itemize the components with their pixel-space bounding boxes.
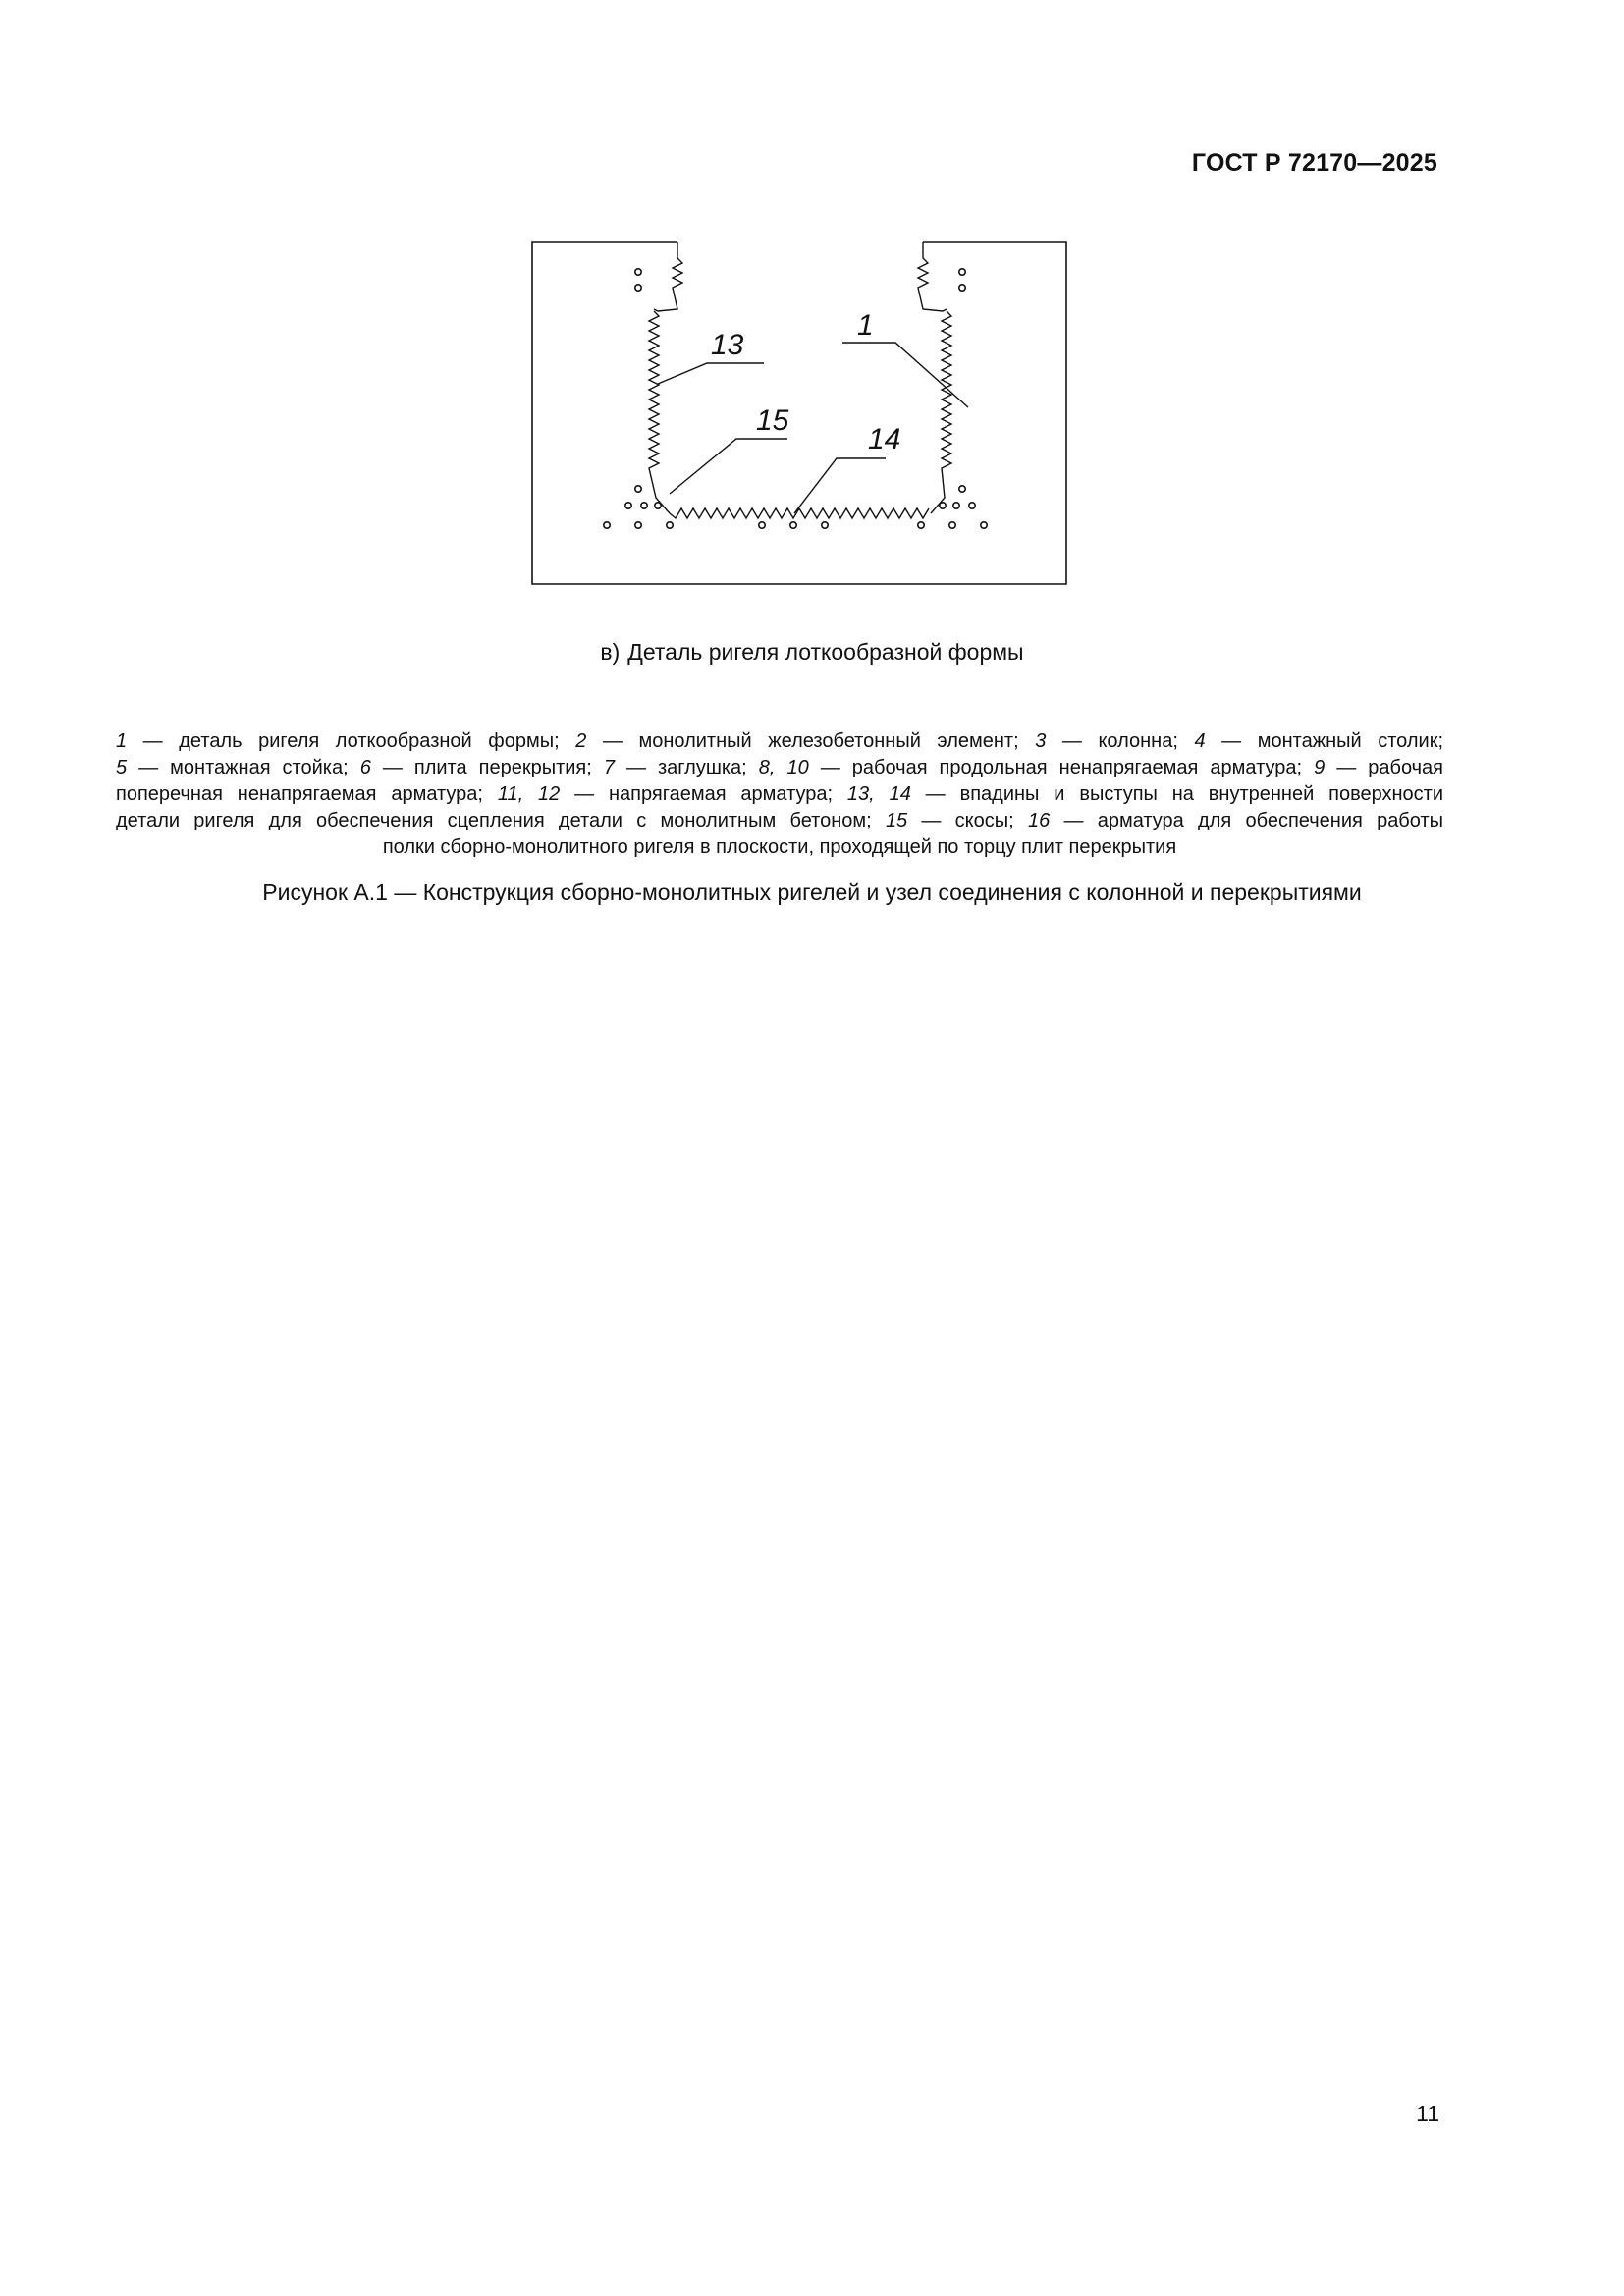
legend-text: детали ригеля для обеспечения сцепления детали с монолитным бетоном; xyxy=(116,810,886,831)
rebar-dot xyxy=(969,503,975,508)
legend-number: 5 xyxy=(116,757,128,778)
rebar-dot xyxy=(949,522,955,528)
rebar-dot xyxy=(959,269,965,275)
callout-1-leader xyxy=(842,343,968,407)
rebar-dot xyxy=(953,503,959,508)
rebar-dot xyxy=(604,522,610,528)
callout-1: 1 xyxy=(857,309,874,342)
callout-15-leader xyxy=(670,439,787,494)
legend-line xyxy=(116,755,1443,781)
rebar-dot xyxy=(822,522,828,528)
bottom-ridges xyxy=(670,508,929,518)
callout-14-leader xyxy=(794,458,886,513)
rebar-dot xyxy=(959,486,965,492)
rebar-dot xyxy=(918,522,924,528)
legend-text: — напрягаемая арматура; xyxy=(560,783,847,805)
right-wall-ridges xyxy=(931,311,951,513)
rebar-dot xyxy=(667,522,673,528)
callout-15: 15 xyxy=(756,404,789,437)
legend-text: — рабочая продольная ненапрягаемая арматура; xyxy=(808,757,1315,778)
beam-detail-drawing xyxy=(530,240,1070,589)
left-wall-ridges xyxy=(649,311,670,513)
callout-13-leader xyxy=(658,363,764,384)
legend-text: — монтажная стойка; xyxy=(127,757,360,778)
callout-14: 14 xyxy=(868,423,901,455)
legend-number: 6 xyxy=(359,757,371,778)
subfigure-caption xyxy=(0,639,1624,666)
rebar-dot xyxy=(759,522,765,528)
legend-text: — заглушка; xyxy=(614,757,759,778)
legend-number: 1 xyxy=(116,730,128,752)
legend-text: — деталь ригеля лоткообразной формы; xyxy=(127,730,576,752)
legend-number: 15 xyxy=(885,810,908,831)
upper-right-notch xyxy=(918,242,947,311)
subfigure-title: Деталь ригеля лоткообразной формы xyxy=(627,639,1024,665)
legend-line xyxy=(116,781,1443,808)
legend-line xyxy=(116,808,1443,834)
legend-text: — рабочая xyxy=(1325,757,1443,778)
legend-number: 9 xyxy=(1314,757,1326,778)
legend-text: — монолитный железобетонный элемент; xyxy=(586,730,1036,752)
rebar-dot xyxy=(635,285,641,291)
rebar-dot xyxy=(635,269,641,275)
legend-text: — впадины и выступы на внутренней поверхности xyxy=(910,783,1443,805)
figure-legend xyxy=(116,728,1443,861)
legend-number: 13, 14 xyxy=(846,783,911,805)
document-header: ГОСТ Р 72170—2025 xyxy=(1191,149,1437,177)
rebar-dot xyxy=(940,503,946,508)
legend-number: 2 xyxy=(575,730,587,752)
legend-text: полки сборно-монолитного ригеля в плоскости, проходящей по торцу плит перекрытия xyxy=(382,836,1177,858)
rebar-dot xyxy=(635,522,641,528)
rebar-dot xyxy=(641,503,647,508)
legend-number: 11, 12 xyxy=(497,783,561,805)
subfigure-letter: в) xyxy=(600,639,621,665)
rebar-dot xyxy=(625,503,631,508)
legend-number: 16 xyxy=(1027,810,1051,831)
legend-line xyxy=(116,728,1443,755)
legend-text: — арматура для обеспечения работы xyxy=(1050,810,1443,831)
rebar-dot xyxy=(655,503,661,508)
page-number: 11 xyxy=(1416,2101,1439,2126)
figure-caption: Рисунок А.1 — Конструкция сборно-монолитных ригелей и узел соединения с колонной и перекрытиями xyxy=(262,880,1362,905)
legend-text: поперечная ненапрягаемая арматура; xyxy=(116,783,498,805)
legend-number: 8, 10 xyxy=(758,757,809,778)
rebar-dot xyxy=(959,285,965,291)
upper-left-notch xyxy=(654,242,682,311)
legend-text: — колонна; xyxy=(1046,730,1195,752)
rebar-dot xyxy=(790,522,796,528)
legend-number: 4 xyxy=(1194,730,1206,752)
legend-text: — плита перекрытия; xyxy=(370,757,604,778)
legend-text: — монтажный столик; xyxy=(1205,730,1443,752)
legend-text: — скосы; xyxy=(907,810,1028,831)
legend-line xyxy=(116,834,1443,861)
legend-number: 3 xyxy=(1035,730,1047,752)
rebar-dot xyxy=(635,486,641,492)
rebar-dot xyxy=(981,522,987,528)
beam-outline xyxy=(532,242,1066,584)
callout-13: 13 xyxy=(711,329,744,361)
legend-number: 7 xyxy=(603,757,615,778)
